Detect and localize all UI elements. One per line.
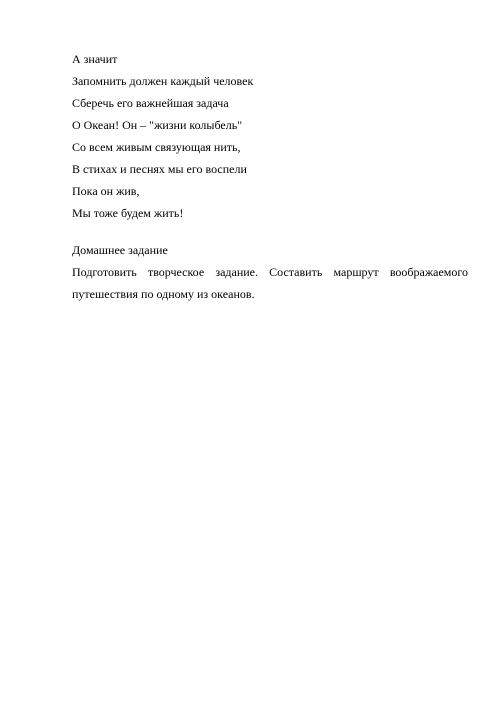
poem-line: О Океан! Он – "жизни колыбель" xyxy=(72,118,243,132)
poem-line: А значит xyxy=(72,52,118,66)
homework-text: Подготовить творческое задание. Составить маршрут воображаемого путешествия по одному из океанов. xyxy=(72,265,468,301)
homework-title: Домашнее задание xyxy=(72,243,168,257)
poem-line: В стихах и песнях мы его воспели xyxy=(72,162,247,176)
poem-line: Со всем живым связующая нить, xyxy=(72,140,241,154)
poem-line: Пока он жив, xyxy=(72,184,140,198)
poem-line: Сберечь его важнейшая задача xyxy=(72,96,229,110)
poem-line: Запомнить должен каждый человек xyxy=(72,74,254,88)
poem-block xyxy=(72,48,432,224)
homework-section xyxy=(72,239,468,305)
poem-line: Мы тоже будем жить! xyxy=(72,206,184,220)
